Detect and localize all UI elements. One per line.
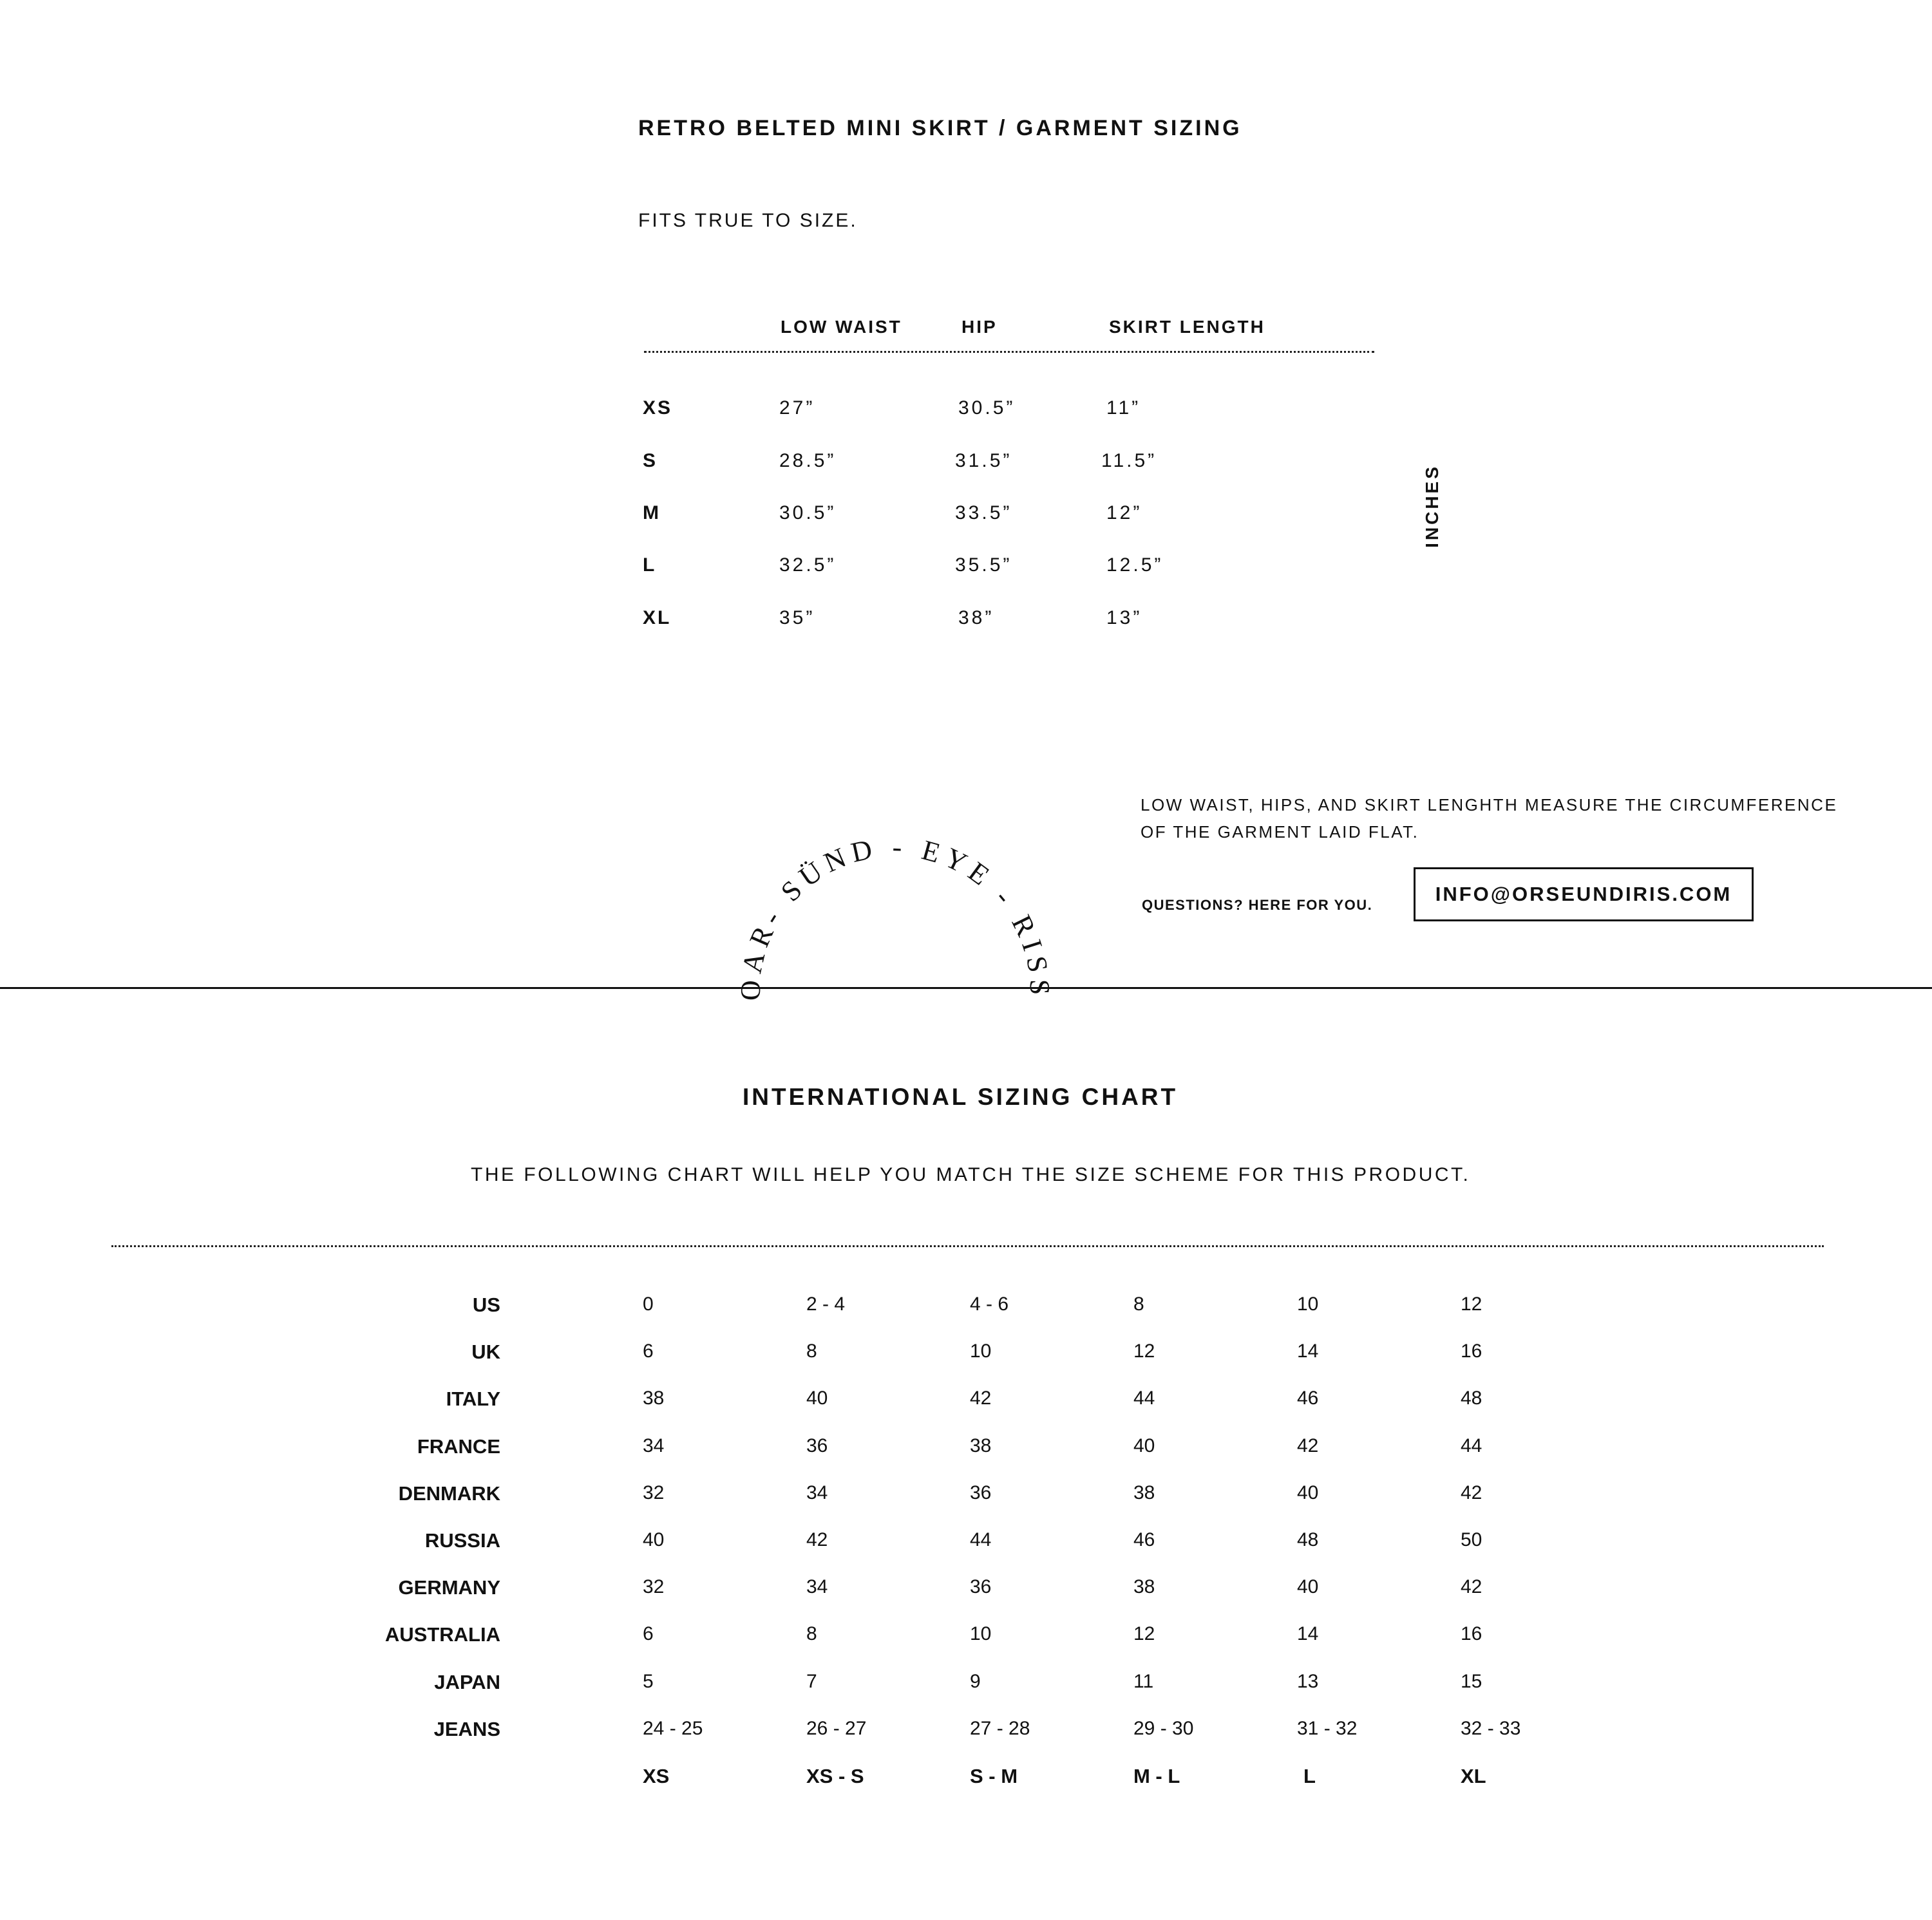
size-value: 38 xyxy=(643,1388,665,1409)
size-value: 14 xyxy=(1297,1623,1319,1644)
col-header-skirt-length: SKIRT LENGTH xyxy=(1109,317,1265,337)
size-value: 48 xyxy=(1297,1529,1319,1550)
country-label: UK xyxy=(471,1341,500,1363)
size-value: 10 xyxy=(970,1623,992,1644)
size-value: 5 xyxy=(643,1671,654,1692)
size-value: 44 xyxy=(1133,1388,1155,1409)
international-title: INTERNATIONAL SIZING CHART xyxy=(743,1084,1179,1110)
size-value: 12 xyxy=(1133,1623,1155,1644)
size-value: 48 xyxy=(1461,1388,1482,1409)
size-value: 42 xyxy=(970,1388,992,1409)
fit-note: FITS TRUE TO SIZE. xyxy=(638,210,858,231)
email-address: INFO@ORSEUNDIRIS.COM xyxy=(1435,883,1732,905)
size-value: 44 xyxy=(970,1529,992,1550)
size-value: 40 xyxy=(1297,1576,1319,1597)
size-label: S xyxy=(643,450,658,471)
size-value: 11 xyxy=(1133,1671,1154,1692)
size-value: 9 xyxy=(970,1671,981,1692)
country-label: JAPAN xyxy=(434,1671,500,1693)
size-label: XL xyxy=(643,607,672,628)
size-value: 40 xyxy=(643,1529,665,1550)
hip-value: 31.5” xyxy=(955,450,1012,471)
size-value: 6 xyxy=(643,1623,654,1644)
size-value: 32 xyxy=(643,1576,665,1597)
size-value: 27 - 28 xyxy=(970,1718,1030,1739)
size-value: 40 xyxy=(806,1388,828,1409)
size-value: 50 xyxy=(1461,1529,1482,1550)
low-waist-value: 32.5” xyxy=(779,554,837,576)
size-value: 38 xyxy=(970,1435,992,1456)
country-label: AUSTRALIA xyxy=(384,1623,500,1646)
low-waist-value: 35” xyxy=(779,607,815,628)
size-value: 6 xyxy=(643,1341,654,1362)
size-value: 36 xyxy=(970,1482,992,1503)
skirt-length-value: 12” xyxy=(1106,502,1142,523)
size-value: 4 - 6 xyxy=(970,1294,1009,1315)
size-value: 46 xyxy=(1297,1388,1319,1409)
size-value: 42 xyxy=(806,1529,828,1550)
size-value: 44 xyxy=(1461,1435,1482,1456)
garment-header-divider xyxy=(644,351,1374,353)
garment-title: RETRO BELTED MINI SKIRT / GARMENT SIZING xyxy=(638,116,1242,140)
size-value: 16 xyxy=(1461,1341,1482,1362)
size-value: 36 xyxy=(806,1435,828,1456)
size-value: 16 xyxy=(1461,1623,1482,1644)
size-value: 32 - 33 xyxy=(1461,1718,1521,1739)
size-code-label: XS - S xyxy=(806,1765,864,1787)
size-value: 8 xyxy=(806,1341,817,1362)
skirt-length-value: 13” xyxy=(1106,607,1142,628)
skirt-length-value: 12.5” xyxy=(1106,554,1164,576)
size-value: 31 - 32 xyxy=(1297,1718,1358,1739)
low-waist-value: 28.5” xyxy=(779,450,837,471)
international-subtitle: THE FOLLOWING CHART WILL HELP YOU MATCH THE SIZE SCHEME FOR THIS PRODUCT. xyxy=(471,1164,1471,1185)
international-divider xyxy=(111,1245,1824,1247)
logo-text: OAR- SÜND - EYE - RISS xyxy=(734,831,1056,1001)
size-value: 42 xyxy=(1461,1482,1482,1503)
country-label: JEANS xyxy=(433,1718,500,1740)
size-value: 2 - 4 xyxy=(806,1294,846,1315)
size-label: XS xyxy=(643,397,673,419)
hip-value: 35.5” xyxy=(955,554,1012,576)
size-value: 13 xyxy=(1297,1671,1319,1692)
measure-note-line2: OF THE GARMENT LAID FLAT. xyxy=(1141,822,1419,842)
country-label: GERMANY xyxy=(398,1576,500,1599)
hip-value: 38” xyxy=(958,607,994,628)
size-value: 12 xyxy=(1133,1341,1155,1362)
size-value: 8 xyxy=(806,1623,817,1644)
svg-text:OAR- SÜND - EYE - RISS xyxy=(735,831,1056,1001)
size-value: 34 xyxy=(806,1482,828,1503)
country-label: US xyxy=(472,1294,500,1316)
size-value: 24 - 25 xyxy=(643,1718,703,1739)
size-value: 10 xyxy=(970,1341,992,1362)
size-code-label: M - L xyxy=(1133,1765,1180,1787)
size-value: 40 xyxy=(1297,1482,1319,1503)
size-value: 40 xyxy=(1133,1435,1155,1456)
size-value: 36 xyxy=(970,1576,992,1597)
country-label: DENMARK xyxy=(398,1482,500,1505)
size-value: 8 xyxy=(1133,1294,1144,1315)
size-value: 7 xyxy=(806,1671,817,1692)
size-value: 14 xyxy=(1297,1341,1319,1362)
col-header-hip: HIP xyxy=(961,317,998,337)
size-value: 26 - 27 xyxy=(806,1718,867,1739)
brand-logo xyxy=(708,792,1082,1011)
size-value: 34 xyxy=(806,1576,828,1597)
skirt-length-value: 11.5” xyxy=(1101,450,1157,471)
country-label: ITALY xyxy=(446,1388,500,1410)
size-value: 42 xyxy=(1461,1576,1482,1597)
measure-note-line1: LOW WAIST, HIPS, AND SKIRT LENGHTH MEASURE THE CIRCUMFERENCE xyxy=(1141,795,1838,814)
size-value: 10 xyxy=(1297,1294,1319,1315)
country-label: RUSSIA xyxy=(424,1529,500,1552)
size-label: L xyxy=(643,554,657,576)
low-waist-value: 27” xyxy=(779,397,815,419)
size-value: 38 xyxy=(1133,1576,1155,1597)
size-value: 29 - 30 xyxy=(1133,1718,1194,1739)
section-divider xyxy=(0,987,1932,989)
size-value: 34 xyxy=(643,1435,665,1456)
low-waist-value: 30.5” xyxy=(779,502,837,523)
size-value: 46 xyxy=(1133,1529,1155,1550)
size-code-label: XL xyxy=(1461,1765,1486,1787)
unit-label: INCHES xyxy=(1422,464,1442,548)
size-value: 38 xyxy=(1133,1482,1155,1503)
col-header-low-waist: LOW WAIST xyxy=(781,317,902,337)
size-value: 0 xyxy=(643,1294,654,1315)
questions-text: QUESTIONS? HERE FOR YOU. xyxy=(1142,897,1373,913)
skirt-length-value: 11” xyxy=(1106,397,1141,419)
size-code-label: XS xyxy=(643,1765,670,1787)
size-code-label: S - M xyxy=(970,1765,1018,1787)
size-value: 12 xyxy=(1461,1294,1482,1315)
size-code-label: L xyxy=(1303,1765,1316,1787)
hip-value: 30.5” xyxy=(958,397,1016,419)
hip-value: 33.5” xyxy=(955,502,1012,523)
size-label: M xyxy=(643,502,661,523)
email-contact-button[interactable] xyxy=(1414,867,1754,921)
country-label: FRANCE xyxy=(417,1435,500,1458)
size-value: 42 xyxy=(1297,1435,1319,1456)
size-value: 15 xyxy=(1461,1671,1482,1692)
size-value: 32 xyxy=(643,1482,665,1503)
